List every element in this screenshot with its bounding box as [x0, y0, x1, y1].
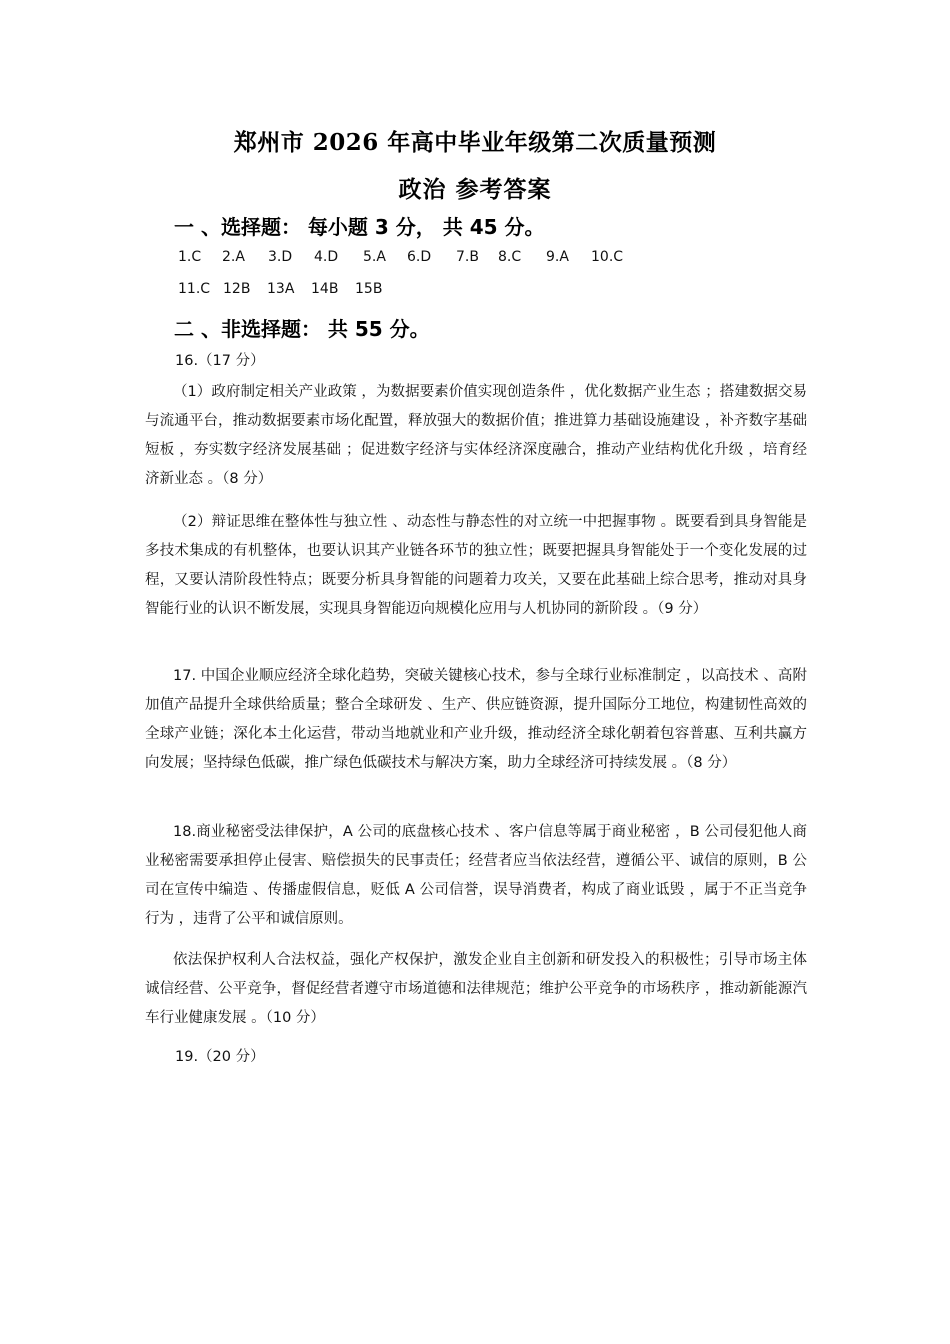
answer-item: 15B — [355, 281, 383, 297]
answer-item: 11.C — [178, 281, 211, 297]
paragraph-text: （1）政府制定相关产业政策 ，为数据要素价值实现创造条件 ，优化数据产业生态 ；搭建数据交易与流通平台，推动数据要素市场化配置，释放强大的数据价值；推进算力基础设施建设 ，补齐数字基础短板 ，夯实数字经济发展基础 ；促进数字经济与实体经济深度融合，推动产业结构优化升级 ，培育经济新业态 。（8 分） — [145, 384, 807, 487]
question-19-heading: 19.（20 分） — [175, 1049, 265, 1065]
paragraph-text: （2）辩证思维在整体性与独立性 、动态性与静态性的对立统一中把握事物 。既要看到具身智能是多技术集成的有机整体，也要认识其产业链各环节的独立性；既要把握具身智能处于一个变化发展的过程，又要认清阶段性特点；既要分析具身智能的问题着力攻关，又要在此基础上综合思考，推动对具身智能行业的认识不断发展，实现具身智能迈向规模化应用与人机协同的新阶段 。（9 分） — [145, 514, 807, 617]
answer-item: 7.B — [456, 249, 479, 265]
answer-item: 5.A — [363, 249, 386, 265]
question-16-heading: 16.（17 分） — [175, 353, 265, 369]
answer-item: 10.C — [591, 249, 624, 265]
answers-row-1 — [178, 249, 698, 269]
answer-item: 6.D — [407, 249, 432, 265]
section-heading-choice: 一 、选择题： 每小题 3 分， 共 45 分。 — [174, 215, 545, 239]
answer-item: 9.A — [546, 249, 569, 265]
paragraph-text: 依法保护权利人合法权益，强化产权保护，激发企业自主创新和研发投入的积极性；引导市场主体诚信经营、公平竞争，督促经营者遵守市场道德和法律规范；维护公平竞争的市场秩序 ，推动新能源汽车行业健康发展 。（10 分） — [145, 952, 807, 1026]
answer-item: 13A — [267, 281, 295, 297]
question-18-part-1 — [145, 818, 807, 934]
answer-item: 2.A — [222, 249, 245, 265]
page-title: 郑州市 2026 年高中毕业年级第二次质量预测 — [233, 129, 717, 156]
answers-row-2 — [178, 281, 698, 301]
question-16-part-2 — [145, 508, 807, 624]
paragraph-text: 18.商业秘密受法律保护，A 公司的底盘核心技术 、客户信息等属于商业秘密 ，B 公司侵犯他人商业秘密需要承担停止侵害、赔偿损失的民事责任；经营者应当依法经营，遵循公平、诚信的原则，B 公司在宣传中编造 、传播虚假信息，贬低 A 公司信誉，误导消费者，构成了商业诋毁 ，属于不正当竞争行为 ，违背了公平和诚信原则。 — [145, 824, 807, 927]
paragraph-text: 17. 中国企业顺应经济全球化趋势，突破关键核心技术，参与全球行业标准制定 ，以高技术 、高附加值产品提升全球供给质量；整合全球研发 、生产、供应链资源，提升国际分工地位，构建韧性高效的全球产业链；深化本土化运营，带动当地就业和产业升级，推动经济全球化朝着包容普惠、互利共赢方向发展；坚持绿色低碳，推广绿色低碳技术与解决方案，助力全球经济可持续发展 。（8 分） — [145, 668, 807, 771]
question-17-answer — [145, 662, 807, 778]
question-16-part-1 — [145, 378, 807, 494]
page-subtitle: 政治 参考答案 — [398, 176, 552, 203]
answer-item: 3.D — [268, 249, 293, 265]
answer-item: 1.C — [178, 249, 202, 265]
section-heading-nonchoice: 二 、非选择题： 共 55 分。 — [174, 317, 430, 341]
answer-item: 8.C — [498, 249, 522, 265]
answer-item: 14B — [311, 281, 339, 297]
answer-item: 12B — [223, 281, 251, 297]
answer-item: 4.D — [314, 249, 339, 265]
question-18-part-2 — [145, 946, 807, 1033]
